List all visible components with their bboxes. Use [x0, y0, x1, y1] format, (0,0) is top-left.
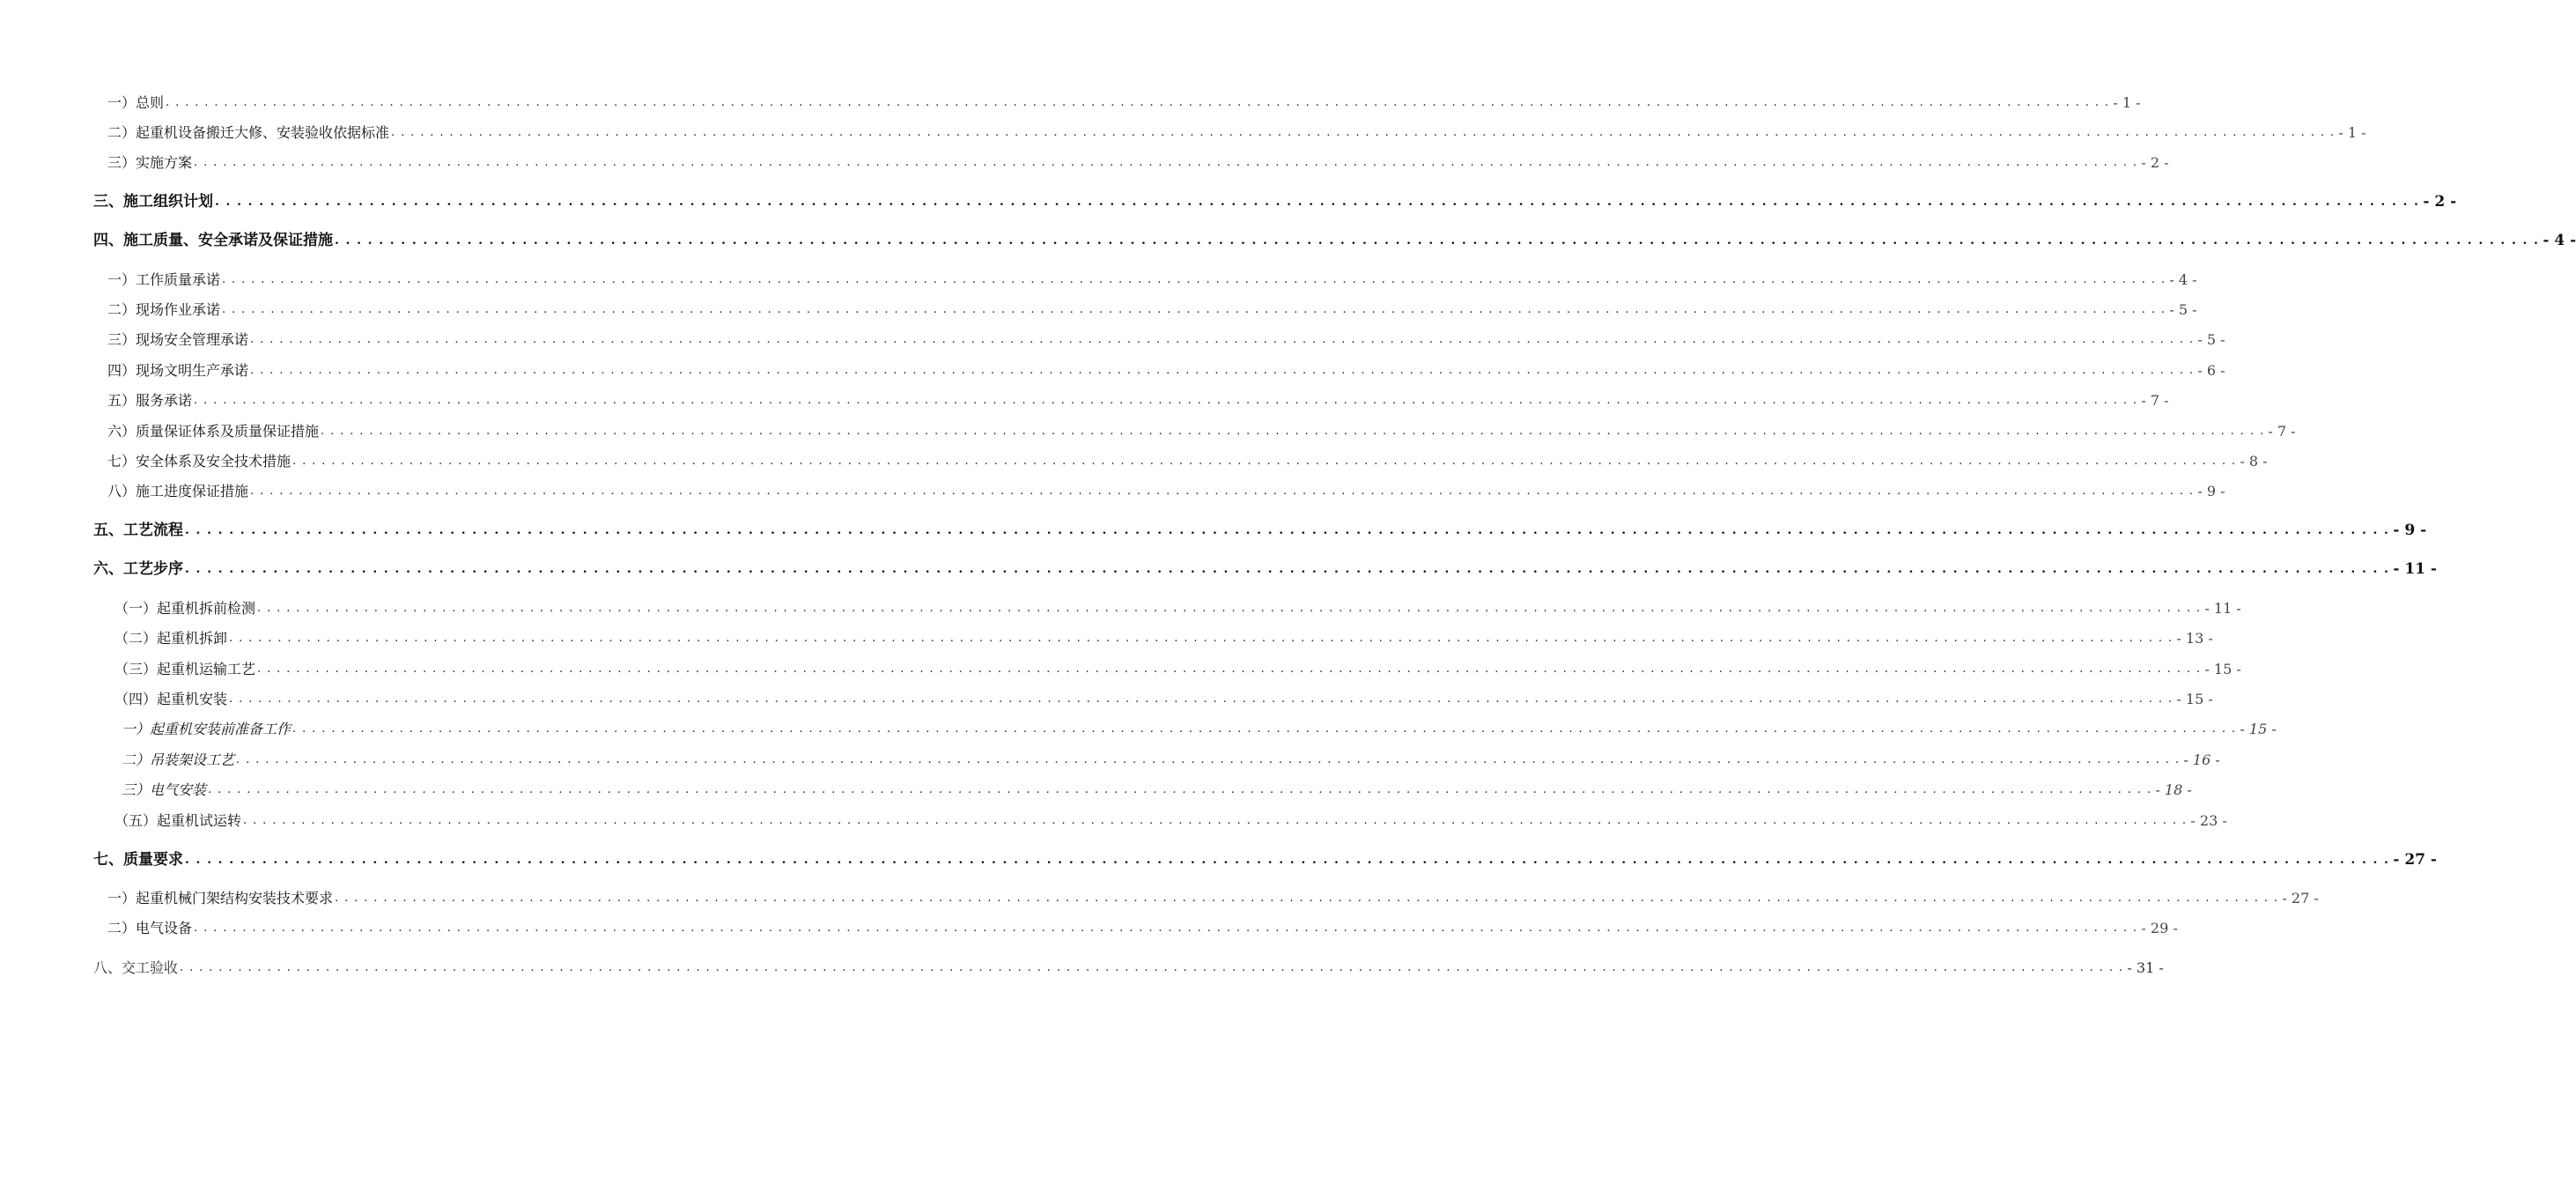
toc-entry[interactable]	[107, 326, 2225, 349]
toc-entry-page-number: - 23 -	[2190, 812, 2227, 829]
toc-entry-page-number: - 2 -	[2423, 193, 2457, 211]
toc-entry-page-number: - 11 -	[2393, 560, 2437, 578]
dot-leader: . . . . . . . . . . . . . . . . . . . . . . . . . . . . . . . . . . . . . . . . . . . . . . . . . . . . . . . . . . . . . . . . . . . . . . . . . . . . . . . . . . . . . . . . . . . . . . . . . . . . . . . . . . . . . . . . . . . . . . . . . . . . . . . . . . . . . . . . . . . . . . . . . . . . . . . . . . . . . . . . . . . . . . . . . . . . . . . . . . . . . . . . . . . . . . . . . . . . . . . .	[257, 602, 2202, 615]
toc-entry[interactable]	[93, 555, 2437, 578]
toc-entry-page-number: - 31 -	[2127, 959, 2164, 976]
toc-entry-title: 二）电气设备	[107, 920, 193, 936]
dot-leader: . . . . . . . . . . . . . . . . . . . . . . . . . . . . . . . . . . . . . . . . . . . . . . . . . . . . . . . . . . . . . . . . . . . . . . . . . . . . . . . . . . . . . . . . . . . . . . . . . . . . . . . . . . . . . . . . . . . . . . . . . . . . . . . . . . . . . . . . . . . . . . . . . . . . . . . . . . . . . . . . . . . . . . . . . . . . . . . . . . . . . . . . . . . . . . . . . . . . . . . .	[250, 364, 2195, 377]
dot-leader: . . . . . . . . . . . . . . . . . . . . . . . . . . . . . . . . . . . . . . . . . . . . . . . . . . . . . . . . . . . . . . . . . . . . . . . . . . . . . . . . . . . . . . . . . . . . . . . . . . . . . . . . . . . . . . . . . . . . . . . . . . . . . . . . . . . . . . . . . . . . . . . . . . . . . . . . . . . . . . . . . . . . . . . . . . . . . . . . . . . . . . . . . . . . . . . . . . . . . . . .	[321, 425, 2265, 438]
toc-entry-title: 五）服务承诺	[107, 392, 193, 409]
dot-leader: . . . . . . . . . . . . . . . . . . . . . . . . . . . . . . . . . . . . . . . . . . . . . . . . . . . . . . . . . . . . . . . . . . . . . . . . . . . . . . . . . . . . . . . . . . . . . . . . . . . . . . . . . . . . . . . . . . . . . . . . . . . . . . . . . . . . . . . . . . . . . . . . . . . . . . . . . . . . . . . . . . . . . . . . . . . . . . . . . . . . . . . . . . . . . . . . . . . . . . . .	[250, 333, 2195, 346]
toc-entry[interactable]	[107, 89, 2141, 112]
toc-entry-title: 六、工艺步序	[93, 560, 183, 578]
toc-entry[interactable]	[107, 357, 2225, 380]
toc-entry-page-number: - 7 -	[2268, 423, 2296, 440]
dot-leader: . . . . . . . . . . . . . . . . . . . . . . . . . . . . . . . . . . . . . . . . . . . . . . . . . . . . . . . . . . . . . . . . . . . . . . . . . . . . . . . . . . . . . . . . . . . . . . . . . . . . . . . . . . . . . . . . . . . . . . . . . . . . . . . . . . . . . . . . . . . . . . . . . . . . . . . . . . . . . . . . . . . . . . . . . . . . . . . . . . . . . . . . . . . . . . . . . . . . . . . .	[194, 156, 2138, 169]
toc-entry[interactable]	[107, 119, 2366, 142]
toc-entry-page-number: - 9 -	[2197, 483, 2225, 500]
toc-entry[interactable]	[114, 595, 2241, 618]
toc-entry-page-number: - 27 -	[2282, 890, 2319, 906]
toc-entry-page-number: - 2 -	[2141, 154, 2169, 171]
toc-entry-title: 三）电气安装	[122, 781, 207, 798]
toc-entry[interactable]	[114, 807, 2227, 830]
toc-entry[interactable]	[114, 685, 2213, 708]
toc-entry-page-number: - 15 -	[2176, 691, 2213, 707]
toc-entry[interactable]	[107, 477, 2225, 500]
toc-entry[interactable]	[107, 914, 2178, 937]
toc-entry[interactable]	[107, 266, 2197, 289]
toc-entry-page-number: - 27 -	[2393, 851, 2437, 869]
toc-entry-title: 三）实施方案	[107, 154, 193, 171]
toc-entry[interactable]	[122, 746, 2220, 769]
toc-entry-page-number: - 18 -	[2155, 781, 2192, 798]
toc-entry-title: 三）现场安全管理承诺	[107, 331, 249, 348]
toc-entry-page-number: - 7 -	[2141, 392, 2169, 409]
toc-entry-page-number: - 1 -	[2338, 124, 2366, 141]
toc-entry-title: 五、工艺流程	[93, 522, 183, 539]
toc-entry-title: 一）总则	[107, 94, 165, 111]
toc-entry-title: 三、施工组织计划	[93, 193, 213, 211]
toc-entry-page-number: - 8 -	[2240, 453, 2268, 470]
toc-entry[interactable]	[93, 846, 2437, 869]
dot-leader: . . . . . . . . . . . . . . . . . . . . . . . . . . . . . . . . . . . . . . . . . . . . . . . . . . . . . . . . . . . . . . . . . . . . . . . . . . . . . . . . . . . . . . . . . . . . . . . . . . . . . . . . . . . . . . . . . . . . . . . . . . . . . . . . . . . . . . . . . . . . . . . . . . . . . . . . . . . . . . . . . . . . . . . . . . . . . . . . . . . . . . . . . . . . . . . . . . . . . . . .	[236, 753, 2181, 766]
toc-entry[interactable]	[107, 149, 2169, 172]
toc-entry-title: 二）现场作业承诺	[107, 301, 221, 318]
toc-entry-page-number: - 5 -	[2169, 301, 2197, 318]
dot-leader: . . . . . . . . . . . . . . . . . . . . . . . . . . . . . . . . . . . . . . . . . . . . . . . . . . . . . . . . . . . . . . . . . . . . . . . . . . . . . . . . . . . . . . . . . . . . . . . . . . . . . . . . . . . . . . . . . . . . . . . . . . . . . . . . . . . . . . . . . . . . . . . . . . . . . . . . . . . . . . . . . . . . . . . . . . . . . . . . . . . . . . . . . . . . . . . . . . . . . . . .	[257, 662, 2202, 676]
toc-entry-title: 八）施工进度保证措施	[107, 483, 249, 500]
toc-entry-title: 七）安全体系及安全技术措施	[107, 453, 292, 470]
toc-entry-title: 七、质量要求	[93, 851, 183, 869]
toc-entry-title: （三）起重机运输工艺	[114, 661, 256, 677]
toc-entry-page-number: - 6 -	[2197, 362, 2225, 379]
toc-entry-title: 四、施工质量、安全承诺及保证措施	[93, 232, 333, 249]
toc-entry[interactable]	[114, 625, 2213, 648]
toc-entry-page-number: - 11 -	[2204, 600, 2241, 617]
toc-entry-title: 六）质量保证体系及质量保证措施	[107, 423, 320, 440]
toc-entry-title: （四）起重机安装	[114, 691, 228, 707]
toc-entry[interactable]	[93, 954, 2164, 977]
toc-entry-page-number: - 16 -	[2183, 751, 2220, 768]
dot-leader: . . . . . . . . . . . . . . . . . . . . . . . . . . . . . . . . . . . . . . . . . . . . . . . . . . . . . . . . . . . . . . . . . . . . . . . . . . . . . . . . . . . . . . . . . . . . . . . . . . . . . . . . . . . . . . . . . . . . . . . . . . . . . . . . . . . . . . . . . . . . . . . . . . . . . . . . . . . . . . . . . . . . . . . . . . . . . . . . . . . . . . . . . . . . . . . . . . . . . . . .	[194, 394, 2138, 407]
toc-entry-title: 二）吊装架设工艺	[122, 751, 235, 768]
dot-leader: . . . . . . . . . . . . . . . . . . . . . . . . . . . . . . . . . . . . . . . . . . . . . . . . . . . . . . . . . . . . . . . . . . . . . . . . . . . . . . . . . . . . . . . . . . . . . . . . . . . . . . . . . . . . . . . . . . . . . . . . . . . . . . . . . . . . . . . . . . . . . . . . . . . . . . . . . . . . . . . . . . . . . . . . . . . . . . . . . . . . . . . . . . . . . . . . . . . . . . . .	[215, 195, 2420, 209]
dot-leader: . . . . . . . . . . . . . . . . . . . . . . . . . . . . . . . . . . . . . . . . . . . . . . . . . . . . . . . . . . . . . . . . . . . . . . . . . . . . . . . . . . . . . . . . . . . . . . . . . . . . . . . . . . . . . . . . . . . . . . . . . . . . . . . . . . . . . . . . . . . . . . . . . . . . . . . . . . . . . . . . . . . . . . . . . . . . . . . . . . . . . . . . . . . . . . . . . . . . . . . .	[208, 783, 2152, 796]
toc-entry-title: （一）起重机拆前检测	[114, 600, 256, 617]
toc-entry[interactable]	[122, 715, 2277, 738]
dot-leader: . . . . . . . . . . . . . . . . . . . . . . . . . . . . . . . . . . . . . . . . . . . . . . . . . . . . . . . . . . . . . . . . . . . . . . . . . . . . . . . . . . . . . . . . . . . . . . . . . . . . . . . . . . . . . . . . . . . . . . . . . . . . . . . . . . . . . . . . . . . . . . . . . . . . . . . . . . . . . . . . . . . . . . . . . . . . . . . . . . . . . . . . . . . . . . . . . . . . . . . .	[229, 632, 2174, 645]
dot-leader: . . . . . . . . . . . . . . . . . . . . . . . . . . . . . . . . . . . . . . . . . . . . . . . . . . . . . . . . . . . . . . . . . . . . . . . . . . . . . . . . . . . . . . . . . . . . . . . . . . . . . . . . . . . . . . . . . . . . . . . . . . . . . . . . . . . . . . . . . . . . . . . . . . . . . . . . . . . . . . . . . . . . . . . . . . . . . . . . . . . . . . . . . . . . . . . . . . . . . . . .	[243, 814, 2188, 827]
toc-entry[interactable]	[93, 516, 2427, 539]
toc-entry[interactable]	[107, 418, 2296, 440]
toc-entry-page-number: - 4 -	[2543, 232, 2576, 249]
dot-leader: . . . . . . . . . . . . . . . . . . . . . . . . . . . . . . . . . . . . . . . . . . . . . . . . . . . . . . . . . . . . . . . . . . . . . . . . . . . . . . . . . . . . . . . . . . . . . . . . . . . . . . . . . . . . . . . . . . . . . . . . . . . . . . . . . . . . . . . . . . . . . . . . . . . . . . . . . . . . . . . . . . . . . . . . . . . . . . . . . . . . . . . . . . . . . . . . . . . . . . . .	[185, 853, 2390, 867]
dot-leader: . . . . . . . . . . . . . . . . . . . . . . . . . . . . . . . . . . . . . . . . . . . . . . . . . . . . . . . . . . . . . . . . . . . . . . . . . . . . . . . . . . . . . . . . . . . . . . . . . . . . . . . . . . . . . . . . . . . . . . . . . . . . . . . . . . . . . . . . . . . . . . . . . . . . . . . . . . . . . . . . . . . . . . . . . . . . . . . . . . . . . . . . . . . . . . . . . . . . . . . .	[166, 96, 2110, 109]
toc-entry-page-number: - 5 -	[2197, 331, 2225, 348]
dot-leader: . . . . . . . . . . . . . . . . . . . . . . . . . . . . . . . . . . . . . . . . . . . . . . . . . . . . . . . . . . . . . . . . . . . . . . . . . . . . . . . . . . . . . . . . . . . . . . . . . . . . . . . . . . . . . . . . . . . . . . . . . . . . . . . . . . . . . . . . . . . . . . . . . . . . . . . . . . . . . . . . . . . . . . . . . . . . . . . . . . . . . . . . . . . . . . . . . . . . . . . .	[180, 961, 2124, 974]
toc-entry[interactable]	[93, 188, 2457, 211]
toc-entry-page-number: - 15 -	[2240, 721, 2277, 737]
dot-leader: . . . . . . . . . . . . . . . . . . . . . . . . . . . . . . . . . . . . . . . . . . . . . . . . . . . . . . . . . . . . . . . . . . . . . . . . . . . . . . . . . . . . . . . . . . . . . . . . . . . . . . . . . . . . . . . . . . . . . . . . . . . . . . . . . . . . . . . . . . . . . . . . . . . . . . . . . . . . . . . . . . . . . . . . . . . . . . . . . . . . . . . . . . . . . . . . . . . . . . . .	[391, 126, 2336, 139]
toc-entry-page-number: - 1 -	[2113, 94, 2141, 111]
dot-leader: . . . . . . . . . . . . . . . . . . . . . . . . . . . . . . . . . . . . . . . . . . . . . . . . . . . . . . . . . . . . . . . . . . . . . . . . . . . . . . . . . . . . . . . . . . . . . . . . . . . . . . . . . . . . . . . . . . . . . . . . . . . . . . . . . . . . . . . . . . . . . . . . . . . . . . . . . . . . . . . . . . . . . . . . . . . . . . . . . . . . . . . . . . . . . . . . . . . . . . . .	[185, 523, 2390, 537]
toc-entry-page-number: - 9 -	[2393, 522, 2427, 539]
toc-entry[interactable]	[93, 226, 2576, 249]
toc-entry-title: （五）起重机试运转	[114, 812, 242, 829]
toc-entry-title: 一）工作质量承诺	[107, 271, 221, 288]
dot-leader: . . . . . . . . . . . . . . . . . . . . . . . . . . . . . . . . . . . . . . . . . . . . . . . . . . . . . . . . . . . . . . . . . . . . . . . . . . . . . . . . . . . . . . . . . . . . . . . . . . . . . . . . . . . . . . . . . . . . . . . . . . . . . . . . . . . . . . . . . . . . . . . . . . . . . . . . . . . . . . . . . . . . . . . . . . . . . . . . . . . . . . . . . . . . . . . . . . . . . . . .	[292, 722, 2237, 736]
dot-leader: . . . . . . . . . . . . . . . . . . . . . . . . . . . . . . . . . . . . . . . . . . . . . . . . . . . . . . . . . . . . . . . . . . . . . . . . . . . . . . . . . . . . . . . . . . . . . . . . . . . . . . . . . . . . . . . . . . . . . . . . . . . . . . . . . . . . . . . . . . . . . . . . . . . . . . . . . . . . . . . . . . . . . . . . . . . . . . . . . . . . . . . . . . . . . . . . . . . . . . . .	[335, 892, 2279, 905]
dot-leader: . . . . . . . . . . . . . . . . . . . . . . . . . . . . . . . . . . . . . . . . . . . . . . . . . . . . . . . . . . . . . . . . . . . . . . . . . . . . . . . . . . . . . . . . . . . . . . . . . . . . . . . . . . . . . . . . . . . . . . . . . . . . . . . . . . . . . . . . . . . . . . . . . . . . . . . . . . . . . . . . . . . . . . . . . . . . . . . . . . . . . . . . . . . . . . . . . . . . . . . .	[185, 562, 2390, 576]
toc-entry[interactable]	[122, 776, 2192, 799]
toc-entry[interactable]	[107, 296, 2197, 319]
toc-entry-page-number: - 13 -	[2176, 630, 2213, 647]
toc-entry-page-number: - 15 -	[2204, 661, 2241, 677]
dot-leader: . . . . . . . . . . . . . . . . . . . . . . . . . . . . . . . . . . . . . . . . . . . . . . . . . . . . . . . . . . . . . . . . . . . . . . . . . . . . . . . . . . . . . . . . . . . . . . . . . . . . . . . . . . . . . . . . . . . . . . . . . . . . . . . . . . . . . . . . . . . . . . . . . . . . . . . . . . . . . . . . . . . . . . . . . . . . . . . . . . . . . . . . . . . . . . . . . . . . . . . .	[222, 303, 2166, 316]
dot-leader: . . . . . . . . . . . . . . . . . . . . . . . . . . . . . . . . . . . . . . . . . . . . . . . . . . . . . . . . . . . . . . . . . . . . . . . . . . . . . . . . . . . . . . . . . . . . . . . . . . . . . . . . . . . . . . . . . . . . . . . . . . . . . . . . . . . . . . . . . . . . . . . . . . . . . . . . . . . . . . . . . . . . . . . . . . . . . . . . . . . . . . . . . . . . . . . . . . . . . . . .	[292, 455, 2237, 468]
dot-leader: . . . . . . . . . . . . . . . . . . . . . . . . . . . . . . . . . . . . . . . . . . . . . . . . . . . . . . . . . . . . . . . . . . . . . . . . . . . . . . . . . . . . . . . . . . . . . . . . . . . . . . . . . . . . . . . . . . . . . . . . . . . . . . . . . . . . . . . . . . . . . . . . . . . . . . . . . . . . . . . . . . . . . . . . . . . . . . . . . . . . . . . . . . . . . . . . . . . . . . . .	[335, 233, 2540, 248]
toc-entry[interactable]	[107, 884, 2319, 907]
toc-entry[interactable]	[114, 655, 2241, 678]
toc-entry[interactable]	[107, 387, 2169, 410]
dot-leader: . . . . . . . . . . . . . . . . . . . . . . . . . . . . . . . . . . . . . . . . . . . . . . . . . . . . . . . . . . . . . . . . . . . . . . . . . . . . . . . . . . . . . . . . . . . . . . . . . . . . . . . . . . . . . . . . . . . . . . . . . . . . . . . . . . . . . . . . . . . . . . . . . . . . . . . . . . . . . . . . . . . . . . . . . . . . . . . . . . . . . . . . . . . . . . . . . . . . . . . .	[250, 485, 2195, 498]
dot-leader: . . . . . . . . . . . . . . . . . . . . . . . . . . . . . . . . . . . . . . . . . . . . . . . . . . . . . . . . . . . . . . . . . . . . . . . . . . . . . . . . . . . . . . . . . . . . . . . . . . . . . . . . . . . . . . . . . . . . . . . . . . . . . . . . . . . . . . . . . . . . . . . . . . . . . . . . . . . . . . . . . . . . . . . . . . . . . . . . . . . . . . . . . . . . . . . . . . . . . . . .	[222, 273, 2166, 286]
toc-entry-page-number: - 4 -	[2169, 271, 2197, 288]
toc-entry-title: 二）起重机设备搬迁大修、安装验收依据标准	[107, 124, 390, 141]
toc-entry-title: 八、交工验收	[93, 959, 179, 976]
toc-entry-title: （二）起重机拆卸	[114, 630, 228, 647]
toc-entry[interactable]	[107, 448, 2268, 470]
toc-entry-page-number: - 29 -	[2141, 920, 2178, 936]
toc-entry-title: 四）现场文明生产承诺	[107, 362, 249, 379]
toc-entry-title: 一）起重机械门架结构安装技术要求	[107, 890, 334, 906]
dot-leader: . . . . . . . . . . . . . . . . . . . . . . . . . . . . . . . . . . . . . . . . . . . . . . . . . . . . . . . . . . . . . . . . . . . . . . . . . . . . . . . . . . . . . . . . . . . . . . . . . . . . . . . . . . . . . . . . . . . . . . . . . . . . . . . . . . . . . . . . . . . . . . . . . . . . . . . . . . . . . . . . . . . . . . . . . . . . . . . . . . . . . . . . . . . . . . . . . . . . . . . .	[194, 921, 2138, 935]
toc-entry-title: 一）起重机安装前准备工作	[122, 721, 292, 737]
dot-leader: . . . . . . . . . . . . . . . . . . . . . . . . . . . . . . . . . . . . . . . . . . . . . . . . . . . . . . . . . . . . . . . . . . . . . . . . . . . . . . . . . . . . . . . . . . . . . . . . . . . . . . . . . . . . . . . . . . . . . . . . . . . . . . . . . . . . . . . . . . . . . . . . . . . . . . . . . . . . . . . . . . . . . . . . . . . . . . . . . . . . . . . . . . . . . . . . . . . . . . . .	[229, 692, 2174, 706]
